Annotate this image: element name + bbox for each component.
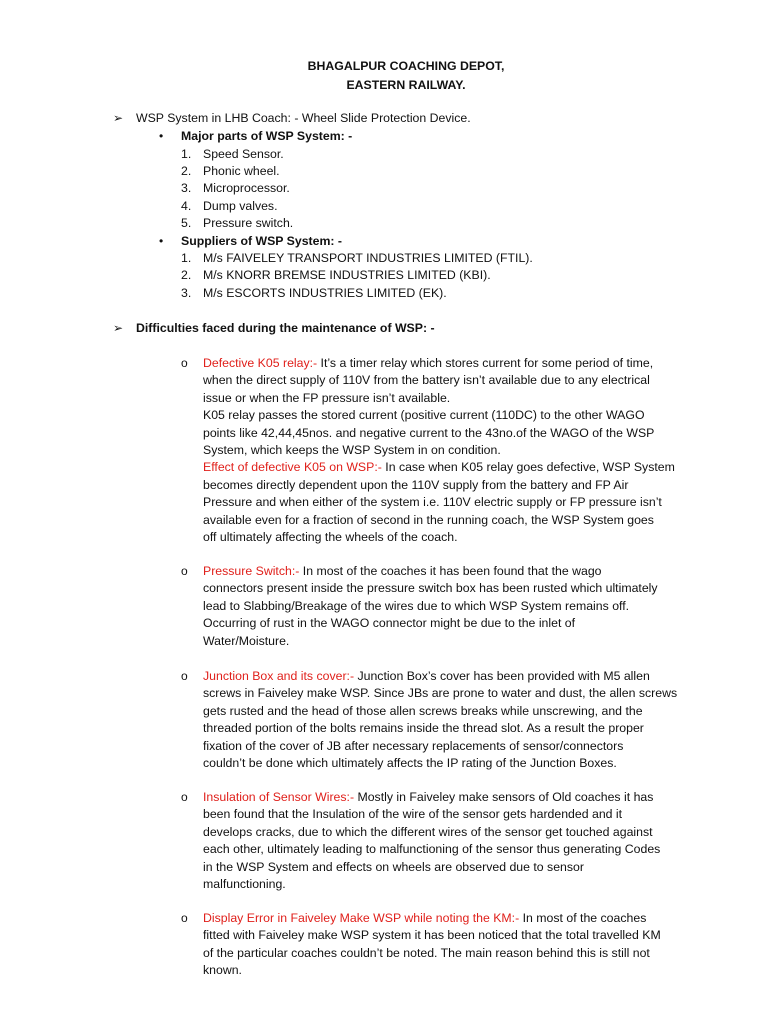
paragraph-line: known. [203, 963, 242, 978]
paragraph-line: fitted with Faiveley make WSP system it has been noticed that the total travelled KM [203, 928, 661, 943]
difficulty-heading: Junction Box and its cover:- [203, 669, 355, 683]
paragraph-line: off ultimately affecting the wheels of the coach. [203, 530, 458, 545]
paragraph-line: lead to Slabbing/Breakage of the wires due to which WSP System remains off. [203, 598, 630, 613]
list-number: 3. [181, 181, 192, 195]
circle-bullet-icon: o [181, 564, 188, 578]
paragraph-line: issue or when the FP pressure isn’t available. [203, 390, 451, 405]
difficulty-item-pressure-switch [203, 563, 693, 650]
paragraph-line: screws in Faiveley make WSP. Since JBs are prone to water and dust, the allen screws [203, 686, 678, 701]
difficulty-item-sensor-insulation [203, 789, 693, 893]
arrow-bullet-icon: ➢ [113, 111, 124, 125]
paragraph-line: each other, ultimately leading to malfunctioning of the sensor thus generating Codes [203, 842, 661, 857]
list-number: 4. [181, 199, 192, 213]
list-item: Pressure switch. [203, 216, 294, 230]
dot-bullet-icon: • [159, 234, 164, 248]
paragraph-line: In case when K05 relay goes defective, WSP System [381, 460, 675, 475]
difficulty-heading: Defective K05 relay:- [203, 356, 318, 370]
circle-bullet-icon: o [181, 911, 188, 925]
difficulty-subheading: Effect of defective K05 on WSP:- [203, 460, 382, 475]
list-item: M/s FAIVELEY TRANSPORT INDUSTRIES LIMITED (FTIL). [203, 251, 533, 265]
difficulty-item-k05-relay [203, 355, 693, 546]
section2-title: Difficulties faced during the maintenance of WSP: - [136, 321, 435, 335]
paragraph-line: Junction Box’s cover has been provided with M5 allen [354, 669, 650, 683]
list-number: 3. [181, 286, 192, 300]
paragraph-line: develops cracks, due to which the different wires of the sensor get touched against [203, 824, 653, 839]
paragraph-line: been found that the Insulation of the wire of the sensor gets hardended and it [203, 807, 623, 822]
difficulty-heading: Insulation of Sensor Wires:- [203, 790, 355, 804]
section1-title: WSP System in LHB Coach: - Wheel Slide Protection Device. [136, 111, 471, 125]
paragraph-line: in the WSP System and effects on wheels are observed due to sensor [203, 859, 584, 874]
paragraph-line: couldn’t be done which ultimately affects the IP rating of the Junction Boxes. [203, 756, 617, 771]
list-number: 1. [181, 251, 192, 265]
difficulty-heading: Display Error in Faiveley Make WSP while noting the KM:- [203, 911, 520, 925]
paragraph-line: System, which keeps the WSP System in on condition. [203, 443, 501, 458]
list-item: Speed Sensor. [203, 147, 284, 161]
paragraph-line: In most of the coaches it has been found that the wago [299, 564, 602, 578]
paragraph-line: when the direct supply of 110V from the battery isn’t available due to any electrical [203, 373, 650, 388]
paragraph-line: fixation of the cover of JB after necessary replacements of sensor/connectors [203, 738, 624, 753]
paragraph-line: Water/Moisture. [203, 633, 290, 648]
circle-bullet-icon: o [181, 669, 188, 683]
paragraph-line: Mostly in Faiveley make sensors of Old coaches it has [354, 790, 654, 804]
header-line-2: EASTERN RAILWAY. [346, 78, 466, 92]
difficulty-heading: Pressure Switch:- [203, 564, 300, 578]
paragraph-line: K05 relay passes the stored current (positive current (110DC) to the other WAGO [203, 408, 645, 423]
paragraph-line: points like 42,44,45nos. and negative current to the 43no.of the WAGO of the WSP [203, 425, 655, 440]
dot-bullet-icon: • [159, 129, 164, 143]
paragraph-line: Pressure and when either of the system i.e. 110V electric supply or FP pressure isn’t [203, 495, 662, 510]
header-line-1: BHAGALPUR COACHING DEPOT, [307, 59, 505, 73]
paragraph-line: available even for a fraction of second in the running coach, the WSP System goes [203, 512, 654, 527]
list-number: 1. [181, 147, 192, 161]
list-number: 2. [181, 268, 192, 282]
list-item: M/s KNORR BREMSE INDUSTRIES LIMITED (KBI). [203, 268, 491, 282]
paragraph-line: of the particular coaches couldn’t be noted. The main reason behind this is still not [203, 945, 650, 960]
list-number: 2. [181, 164, 192, 178]
circle-bullet-icon: o [181, 790, 188, 804]
list-item: M/s ESCORTS INDUSTRIES LIMITED (EK). [203, 286, 447, 300]
paragraph-line: malfunctioning. [203, 877, 286, 892]
paragraph-line: In most of the coaches [519, 911, 647, 925]
arrow-bullet-icon: ➢ [113, 321, 124, 335]
list-item: Dump valves. [203, 199, 278, 213]
difficulty-item-junction-box [203, 668, 693, 772]
suppliers-title: Suppliers of WSP System: - [181, 234, 343, 248]
paragraph-line: becomes directly dependent upon the 110V supply from the battery and FP Air [203, 477, 629, 492]
paragraph-line: Occurring of rust in the WAGO connector might be due to the inlet of [203, 616, 576, 631]
list-number: 5. [181, 216, 192, 230]
list-item: Phonic wheel. [203, 164, 280, 178]
paragraph-line: connectors present inside the pressure switch box has been rusted which ultimately [203, 581, 658, 596]
circle-bullet-icon: o [181, 356, 188, 370]
paragraph-line: It’s a timer relay which stores current for some period of time, [317, 356, 654, 370]
paragraph-line: gets rusted and the head of those allen screws breaks while unscrewing, and the [203, 703, 643, 718]
list-item: Microprocessor. [203, 181, 290, 195]
paragraph-line: threaded portion of the bolts remains inside the thread slot. As a result the proper [203, 721, 644, 736]
difficulty-item-display-error [203, 910, 693, 980]
major-parts-title: Major parts of WSP System: - [181, 129, 353, 143]
